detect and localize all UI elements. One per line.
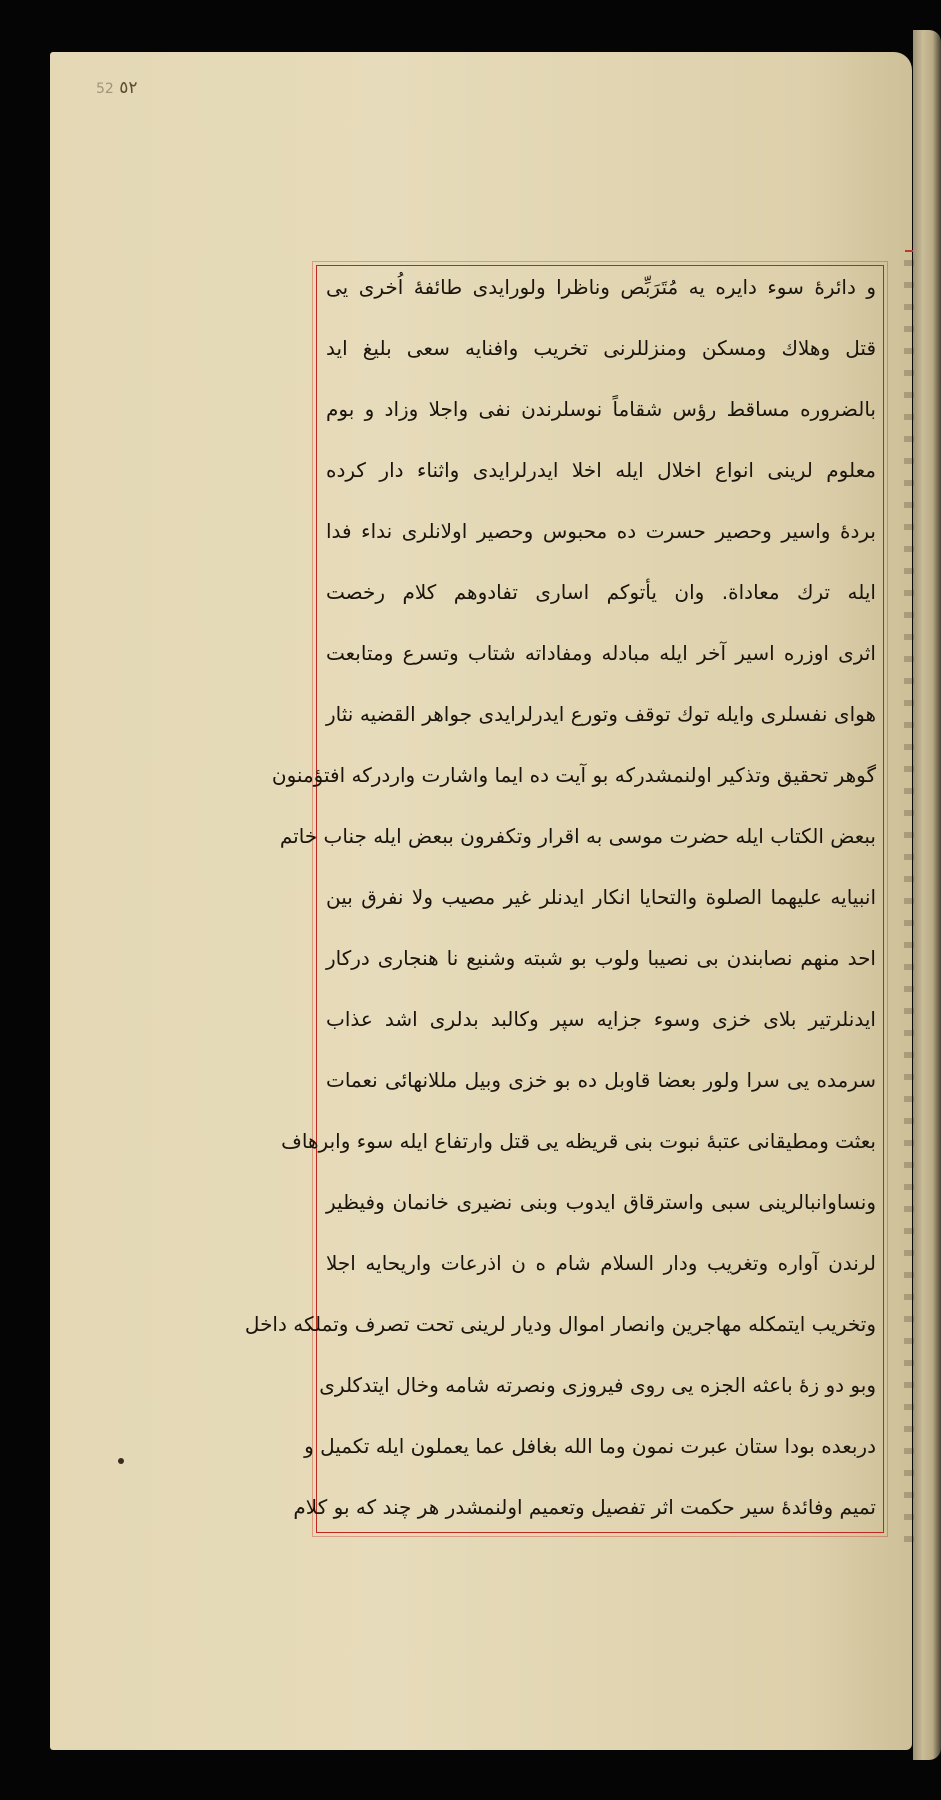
folio-number — [96, 78, 138, 98]
text-line: معلوم لرینی انواع اخلال ایله اخلا ایدرلرایدی واثناء دار کرده — [326, 458, 876, 482]
text-line: ایدنلرتیر بلای خزی وسوء جزایه سپر وكالبد بدلری اشد عذاب — [326, 1007, 876, 1031]
text-line: سرمده یی سرا ولور بعضا قاوبل ده بو خزی وبیل مللانهائی نعمات — [326, 1068, 876, 1092]
ink-speck — [118, 1458, 124, 1464]
text-line: دربعده بودا ستان عبرت نمون وما الله بغافل عما یعملون ایله تكمیل و — [304, 1434, 876, 1458]
page-fore-edge — [913, 30, 941, 1760]
text-line: اثری اوزره اسیر آخر ایله مبادله ومفاداته شتاب وتسرع ومتابعت — [326, 641, 876, 665]
frame-ruling-mark — [905, 250, 913, 252]
text-line: بالضروره مساقط رؤس شقاماً نوسلرندن نفی واجلا وزاد و بوم — [326, 397, 876, 421]
text-line: ونساوانبالرینی سبی واسترقاق ایدوب وبنی نضیری خانمان وفیظیر — [326, 1190, 876, 1214]
text-line: هوای نفسلری وایله توك توقف وتورع ایدرلرایدی جواهر القضیه نثار — [326, 702, 876, 726]
text-line: تمیم وفائدهٔ سیر حكمت اثر تفصیل وتعمیم اولنمشدر هر چند كه بو كلام — [293, 1495, 876, 1519]
facing-page-bleed — [904, 260, 914, 1550]
text-line: قتل وهلاك ومسكن ومنزللرنی تخریب وافنایه سعی بلیغ اید — [326, 336, 876, 360]
text-line: لرندن آواره وتغریب ودار السلام شام ه ن اذرعات واریحایه اجلا — [326, 1251, 876, 1275]
text-line: و دائرهٔ سوء دایره یه مُتَرَبِّص وناظرا ولورایدی طائفهٔ اُخری یی — [326, 275, 876, 299]
folio-number-arabic: ٥٢ — [119, 78, 138, 98]
text-line: ایله ترك معاداة. وان یأتوكم اسارى تفادوهم كلام رخصت — [326, 580, 876, 604]
folio-number-pencil: 52 — [96, 81, 114, 97]
text-line: وتخریب ایتمكله مهاجرین وانصار اموال ودیار لرینی تحت تصرف وتملكه داخل — [244, 1312, 876, 1336]
text-line: احد منهم نصابندن بی نصیبا ولوب بو شبته وشنیع نا هنجاری درکار — [326, 946, 876, 970]
text-line: بردهٔ واسیر وحصیر حسرت ده محبوس وحصیر اولانلری نداء فدا — [326, 519, 876, 543]
text-line: بعثت ومطیقانی عتبهٔ نبوت بنی قریظه یی قتل وارتفاع ایله سوء وابرهاف — [281, 1129, 876, 1153]
text-line: انبیایه علیهما الصلوة والتحایا انكار ایدنلر غیر مصیب ولا نفرق بین — [326, 885, 876, 909]
text-line: ببعض الكتاب ایله حضرت موسی به اقرار وتكفرون ببعض ایله جناب خاتم — [279, 824, 876, 848]
text-line: گوهر تحقیق وتذكیر اولنمشدركه بو آیت ده ایما واشارت واردركه افتؤمنون — [271, 763, 876, 787]
text-line: وبو دو زهٔ باعثه الجزه یی روی فیروزی ونصرته شامه وخال ایتدكلری — [319, 1373, 876, 1397]
text-block — [244, 272, 876, 1522]
